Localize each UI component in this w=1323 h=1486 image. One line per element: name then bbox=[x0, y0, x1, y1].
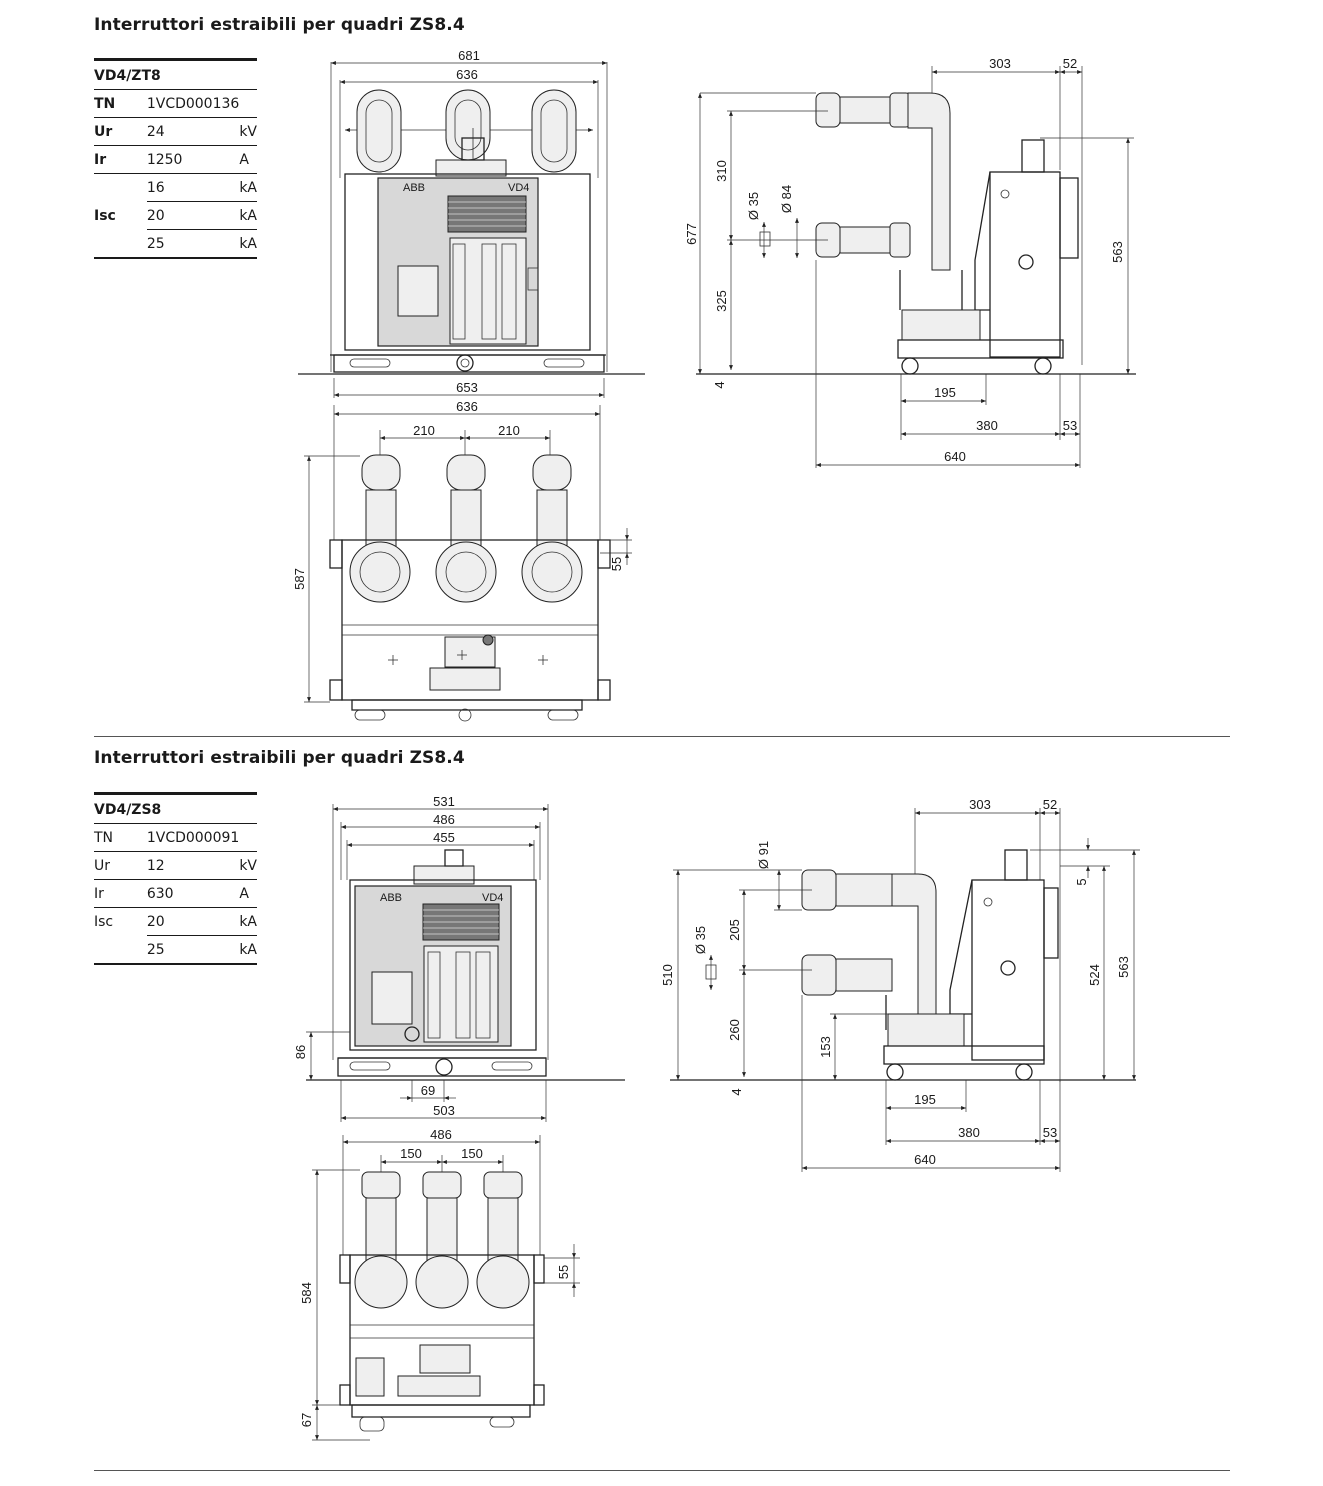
param-label: TN bbox=[94, 824, 147, 852]
product-label: VD4 bbox=[482, 892, 504, 904]
model-name: VD4/ZT8 bbox=[94, 60, 257, 90]
param-value: 1VCD000136 bbox=[147, 90, 239, 118]
dim-636: 636 bbox=[456, 67, 478, 82]
dim-52: 52 bbox=[1062, 56, 1078, 71]
param-label: TN bbox=[94, 90, 147, 118]
dim-640: 640 bbox=[944, 449, 966, 464]
terminal-left bbox=[355, 1172, 407, 1308]
model-name: VD4/ZS8 bbox=[94, 794, 257, 824]
param-unit: A bbox=[239, 880, 257, 908]
dim-150: 150 bbox=[400, 1146, 422, 1161]
dim-4: 4 bbox=[712, 381, 727, 389]
bushing-right bbox=[532, 90, 576, 172]
param-value: 24 bbox=[147, 118, 239, 146]
dim-380: 380 bbox=[958, 1125, 980, 1140]
dim-53: 53 bbox=[1042, 1125, 1058, 1140]
dim-455: 455 bbox=[433, 830, 455, 845]
dim-563: 563 bbox=[1110, 241, 1125, 263]
side-view-zt8 bbox=[684, 56, 1136, 468]
param-unit: kA bbox=[239, 202, 257, 230]
dim-195: 195 bbox=[914, 1092, 936, 1107]
dim-503: 503 bbox=[433, 1103, 455, 1118]
param-unit: kA bbox=[239, 908, 257, 936]
terminal-right bbox=[477, 1172, 529, 1308]
dim-584: 584 bbox=[299, 1282, 314, 1304]
dim-55: 55 bbox=[609, 556, 624, 572]
dim-677: 677 bbox=[684, 223, 699, 245]
section-title: Interruttori estraibili per quadri ZS8.4 bbox=[94, 748, 465, 768]
front-view-zs8 bbox=[293, 794, 625, 1122]
param-label: Isc bbox=[94, 208, 116, 224]
dim-69: 69 bbox=[420, 1083, 436, 1098]
param-label: Ur bbox=[94, 852, 147, 880]
param-value: 20 bbox=[147, 202, 239, 230]
param-unit: A bbox=[239, 146, 257, 174]
dim-636: 636 bbox=[456, 399, 478, 414]
dim-153: 153 bbox=[818, 1036, 833, 1058]
param-label: Ir bbox=[94, 880, 147, 908]
dim-681: 681 bbox=[458, 48, 480, 63]
dim-303: 303 bbox=[969, 797, 991, 812]
param-unit: kA bbox=[239, 230, 257, 259]
dim-563: 563 bbox=[1116, 956, 1131, 978]
param-value: 20 bbox=[147, 908, 239, 936]
dim-dia91: Ø 91 bbox=[756, 840, 771, 870]
product-label: VD4 bbox=[508, 182, 530, 194]
dim-150: 150 bbox=[461, 1146, 483, 1161]
section-title: Interruttori estraibili per quadri ZS8.4 bbox=[94, 15, 465, 35]
dim-55: 55 bbox=[556, 1264, 571, 1280]
brand-label: ABB bbox=[380, 892, 403, 904]
dim-260: 260 bbox=[727, 1019, 742, 1041]
front-view-zt8 bbox=[298, 48, 645, 398]
terminal-middle bbox=[416, 1172, 468, 1308]
brand-label: ABB bbox=[403, 182, 426, 194]
param-unit: kV bbox=[239, 852, 257, 880]
param-value: 25 bbox=[147, 936, 239, 965]
dim-325: 325 bbox=[714, 290, 729, 312]
param-value: 16 bbox=[147, 174, 239, 202]
top-view-zs8 bbox=[299, 1127, 580, 1440]
dim-53: 53 bbox=[1062, 418, 1078, 433]
param-label: Isc bbox=[94, 914, 114, 931]
dim-dia35: Ø 35 bbox=[746, 191, 761, 221]
param-label: Ir bbox=[94, 146, 147, 174]
dim-653: 653 bbox=[456, 380, 478, 395]
top-view-zt8 bbox=[292, 399, 632, 721]
dim-52: 52 bbox=[1042, 797, 1058, 812]
dim-524: 524 bbox=[1087, 964, 1102, 986]
bushing-left bbox=[357, 90, 401, 172]
param-unit: kA bbox=[239, 936, 257, 965]
param-value: 1VCD000091 bbox=[147, 824, 239, 852]
dim-86: 86 bbox=[293, 1044, 308, 1060]
dim-486: 486 bbox=[433, 812, 455, 827]
dim-dia35: Ø 35 bbox=[693, 925, 708, 955]
dim-4: 4 bbox=[729, 1088, 744, 1096]
param-unit: kA bbox=[239, 174, 257, 202]
terminal-middle bbox=[436, 455, 496, 602]
dim-380: 380 bbox=[976, 418, 998, 433]
terminal-right bbox=[522, 455, 582, 602]
side-view-zs8 bbox=[660, 797, 1140, 1172]
dim-486: 486 bbox=[430, 1127, 452, 1142]
dim-640: 640 bbox=[914, 1152, 936, 1167]
dim-510: 510 bbox=[660, 964, 675, 986]
dim-303: 303 bbox=[989, 56, 1011, 71]
dim-210: 210 bbox=[413, 423, 435, 438]
dim-5: 5 bbox=[1074, 878, 1089, 886]
dim-531: 531 bbox=[433, 794, 455, 809]
dim-310: 310 bbox=[714, 160, 729, 182]
dim-205: 205 bbox=[727, 919, 742, 941]
param-value: 630 bbox=[147, 880, 239, 908]
param-value: 12 bbox=[147, 852, 239, 880]
dim-210: 210 bbox=[498, 423, 520, 438]
dim-dia84: Ø 84 bbox=[779, 184, 794, 214]
param-value: 1250 bbox=[147, 146, 239, 174]
param-unit: kV bbox=[239, 118, 257, 146]
param-value: 25 bbox=[147, 230, 239, 259]
param-label: Ur bbox=[94, 118, 147, 146]
dim-587: 587 bbox=[292, 568, 307, 590]
terminal-left bbox=[350, 455, 410, 602]
dim-67: 67 bbox=[299, 1412, 314, 1428]
dim-195: 195 bbox=[934, 385, 956, 400]
